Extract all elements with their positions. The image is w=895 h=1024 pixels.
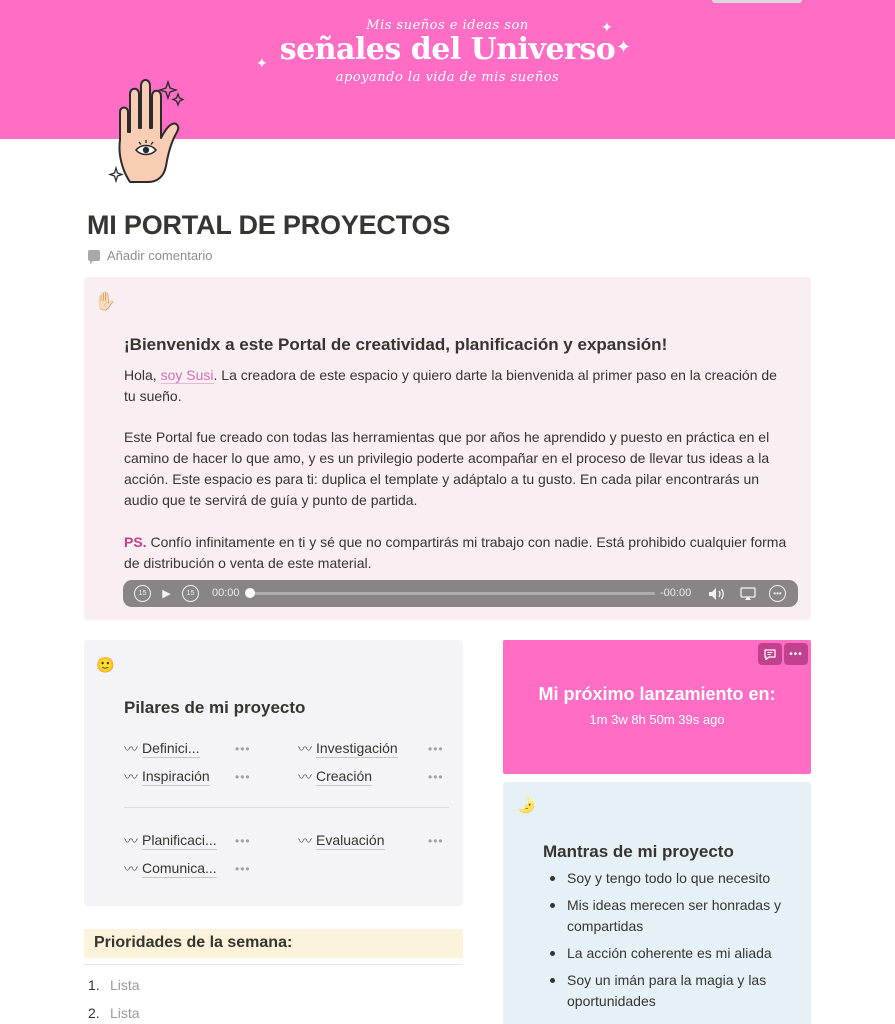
list-number: 2. (88, 1005, 100, 1021)
welcome-ps (124, 532, 789, 574)
pillars-callout (84, 640, 463, 906)
mantra-item: Mis ideas merecen ser honradas y compartidas (543, 895, 793, 937)
airplay-icon[interactable] (738, 585, 758, 602)
pillar-label: Creación (316, 768, 373, 784)
cover-line3: apoyando la vida de mis sueños (335, 70, 560, 85)
welcome-paragraph-2: Este Portal fue creado con todas las herramientas que por años he aprendido y puesto en práctica en el camino de hacer lo que amo, y es un privilegio poderte acompañar en el proceso de llevar tus ideas a la acción. Este espacio es para ti: duplica el template y adáptalo a tu gusto. En cada pilar encontrarás un audio que te servirá de guía y punto de partida. (124, 429, 770, 508)
wave-icon: 〰 (124, 741, 136, 757)
welcome-heading: ¡Bienvenidx a este Portal de creatividad, planificación y expansión! (124, 335, 668, 354)
mantras-list (543, 868, 793, 1018)
priorities-header (84, 929, 463, 958)
mantras-heading: Mantras de mi proyecto (543, 842, 734, 861)
pillar-more-button[interactable]: ••• (428, 742, 444, 756)
pillar-more-button[interactable]: ••• (235, 834, 251, 848)
current-time: 00:00 (212, 587, 240, 599)
launch-countdown: 1m 3w 8h 50m 39s ago (589, 712, 725, 727)
soy-susi-link[interactable]: soy Susi (160, 367, 214, 383)
pillar-more-button[interactable]: ••• (235, 862, 251, 876)
priorities-divider (84, 964, 463, 965)
pillar-label: Planificaci... (142, 832, 217, 848)
audio-player[interactable] (123, 580, 798, 607)
moon-icon[interactable]: 🌛 (517, 797, 536, 814)
pillar-link-evaluacion[interactable] (298, 831, 444, 851)
pillar-link-definicion[interactable] (124, 739, 251, 759)
pillar-more-button[interactable]: ••• (428, 834, 444, 848)
pillars-divider (124, 807, 449, 808)
pillar-label: Evaluación (316, 832, 385, 848)
hand-eye-icon[interactable] (108, 74, 192, 190)
sparkle-icon: ✦ (601, 19, 613, 35)
ps-text: Confío infinitamente en ti y sé que no compartirás mi trabajo con nadie. Está prohibido cualquier forma de distribución o venta de este material. (124, 534, 787, 571)
sparkle-icon: ✦ (616, 37, 632, 57)
welcome-callout (84, 277, 811, 620)
more-options-icon[interactable]: ••• (769, 585, 786, 602)
mantras-callout (503, 782, 811, 1024)
raised-hand-icon[interactable]: ✋🏻 (94, 291, 117, 311)
wave-icon: 〰 (298, 833, 310, 849)
audio-progress-knob[interactable] (245, 588, 255, 598)
mantra-item: La acción coherente es mi aliada (543, 943, 793, 964)
wave-icon: 〰 (298, 741, 310, 757)
pillar-link-investigacion[interactable] (298, 739, 444, 759)
wave-icon: 〰 (124, 861, 136, 877)
cover-tab-strip (712, 0, 802, 3)
launch-heading: Mi próximo lanzamiento en: (538, 684, 776, 704)
list-text[interactable]: Lista (110, 977, 140, 993)
list-item[interactable] (88, 1003, 140, 1024)
pillar-link-planificacion[interactable] (124, 831, 251, 851)
wave-icon: 〰 (124, 833, 136, 849)
smile-icon[interactable]: 🙂 (96, 657, 115, 674)
launch-countdown-block (503, 640, 811, 774)
list-text[interactable]: Lista (110, 1005, 140, 1021)
pillar-more-button[interactable]: ••• (428, 770, 444, 784)
skip-back-icon[interactable]: 15 (134, 585, 151, 602)
welcome-paragraph-1 (124, 365, 789, 407)
mantra-item: Soy y tengo todo lo que necesito (543, 868, 793, 889)
pillar-label: Definici... (142, 740, 200, 756)
priorities-list (88, 975, 140, 1024)
welcome-p1-text-after: . La creadora de este espacio y quiero darte la bienvenida al primer paso en la creación de tu sueño. (124, 367, 777, 404)
pillar-label: Inspiración (142, 768, 210, 784)
wave-icon: 〰 (124, 769, 136, 785)
pillar-label: Comunica... (142, 860, 217, 876)
pillar-link-creacion[interactable] (298, 767, 444, 787)
cover-title: señales del Universo (279, 32, 616, 67)
wave-icon: 〰 (298, 769, 310, 785)
sparkle-icon: ✦ (256, 55, 268, 71)
comment-icon[interactable] (758, 643, 782, 665)
list-item[interactable] (88, 975, 140, 1003)
pillar-more-button[interactable]: ••• (235, 742, 251, 756)
more-icon[interactable]: ••• (784, 643, 808, 665)
add-comment-button[interactable] (88, 248, 213, 263)
mantra-item: Soy un imán para la magia y las oportunidades (543, 970, 793, 1012)
pillar-link-inspiracion[interactable] (124, 767, 251, 787)
block-toolbar (758, 643, 808, 665)
cover-line1: Mis sueños e ideas son (366, 18, 529, 33)
pillars-heading: Pilares de mi proyecto (124, 698, 306, 717)
comment-icon (88, 250, 100, 261)
pillar-label: Investigación (316, 740, 398, 756)
skip-forward-icon[interactable]: 15 (182, 585, 199, 602)
welcome-p1-text: Hola, (124, 367, 161, 383)
page-title: MI PORTAL DE PROYECTOS (87, 210, 451, 240)
list-number: 1. (88, 977, 100, 993)
ps-label: PS. (124, 534, 147, 550)
pillar-more-button[interactable]: ••• (235, 770, 251, 784)
play-button[interactable]: ▶ (162, 588, 171, 600)
audio-progress-track[interactable] (250, 592, 655, 595)
remaining-time: -00:00 (660, 587, 692, 599)
add-comment-label: Añadir comentario (107, 248, 213, 263)
priorities-heading: Prioridades de la semana: (94, 934, 293, 951)
volume-icon[interactable] (707, 585, 729, 602)
pillar-link-comunicacion[interactable] (124, 859, 251, 879)
